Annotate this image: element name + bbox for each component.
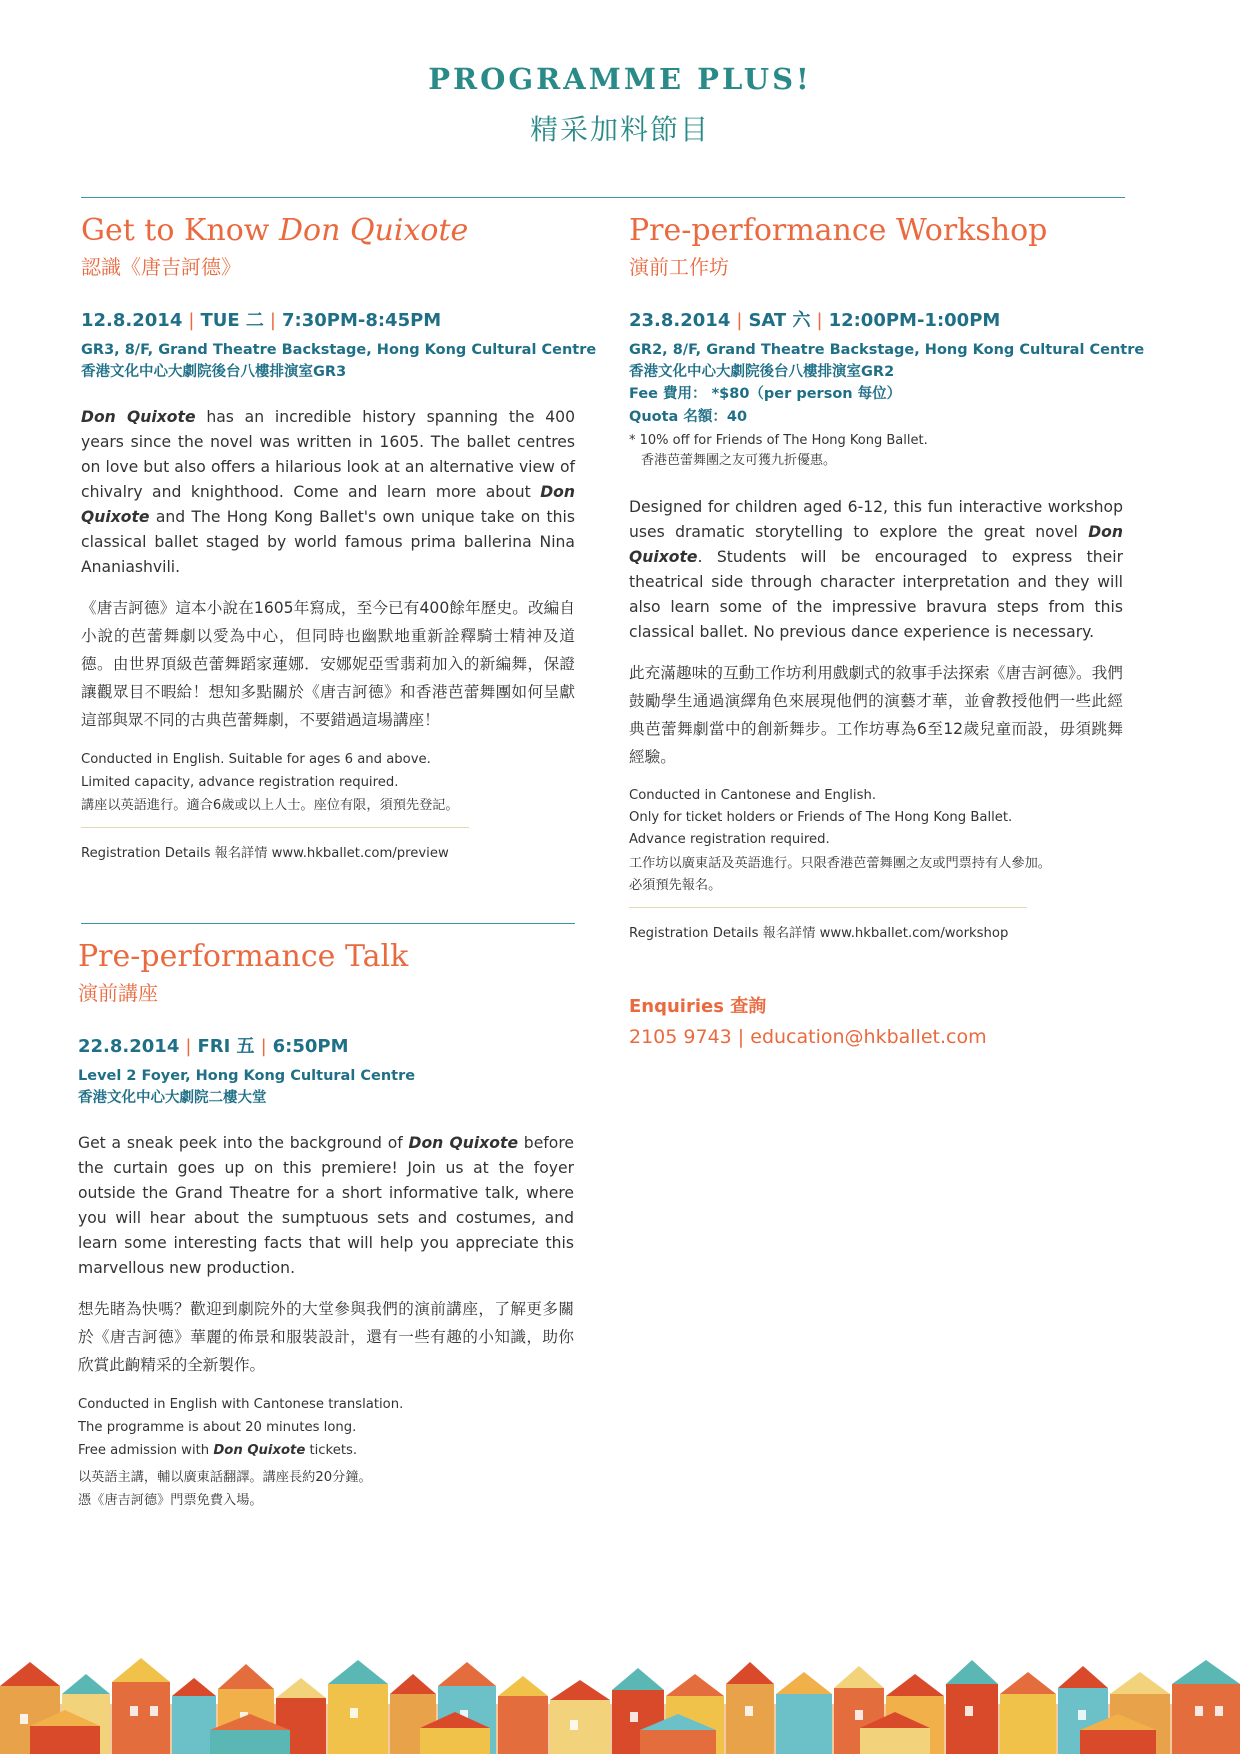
event-dateline: 23.8.2014 | SAT 六 | 12:00PM-1:00PM [629, 310, 1001, 331]
enquiries-block [629, 992, 1123, 1048]
notes: Conducted in Cantonese and English. Only for ticket holders or Friends of The Hong Kong Ballet. Advance registration required. 工作坊以廣東話及英語進行。只限香港芭蕾舞團之友或門票持有人參加。 必須預先報名。 [629, 788, 1051, 893]
description-en: Get a sneak peek into the background of Don Quixote before the curtain goes up on this premiere! Join us at the foyer outside the Grand Theatre for a short informative talk, where you will hear about the sumptuous sets and costumes, and learn some interesting facts that will help you appreciate this marvellous new production. [78, 1134, 574, 1277]
event-dateline: 12.8.2014 | TUE 二 | 7:30PM-8:45PM [81, 310, 442, 331]
venue-zh: 香港文化中心大劇院後台八樓排演室GR3 [81, 364, 347, 380]
enquiries-phone[interactable]: 2105 9743 [629, 1026, 732, 1048]
description-en: Don Quixote has an incredible history spanning the 400 years since the novel was written in 1605. The ballet centres on love but also offers a hilarious look at an alternative view of chivalry and knighthood. Come and learn more about Don Quixote and The Hong Kong Ballet's own unique take on this classical ballet staged by world famous prima ballerina Nina Ananiashvili. [81, 408, 575, 576]
discount-note-zh: 香港芭蕾舞團之友可獲九折優惠。 [641, 453, 837, 468]
discount-note-en: * 10% off for Friends of The Hong Kong Ballet. [629, 433, 928, 448]
top-divider [81, 197, 1125, 198]
house-row-back [0, 1658, 1240, 1754]
get-to-know-section [81, 212, 597, 864]
town-illustration [0, 1634, 1240, 1754]
event-dateline: 22.8.2014 | FRI 五 | 6:50PM [78, 1036, 349, 1057]
venue-en: GR3, 8/F, Grand Theatre Backstage, Hong Kong Cultural Centre [81, 342, 597, 358]
venue-zh: 香港文化中心大劇院二樓大堂 [78, 1090, 267, 1106]
notes-divider [81, 827, 469, 828]
section-title-zh: 演前工作坊 [629, 255, 729, 279]
venue-zh: 香港文化中心大劇院後台八樓排演室GR2 [629, 364, 895, 380]
talk-section [78, 938, 574, 1512]
section-title: Pre-performance Workshop [629, 213, 1048, 248]
page-title-zh: 精采加料節目 [529, 113, 710, 146]
workshop-section [629, 212, 1145, 1048]
programme-header [0, 62, 1240, 148]
enquiries-title: Enquiries 查詢 [629, 996, 767, 1017]
description-zh: 此充滿趣味的互動工作坊利用戲劇式的敘事手法探索《唐吉訶德》。我們鼓勵學生通過演繹角色來展現他們的演藝才華，並會教授他們一些此經典芭蕾舞劇當中的創新舞步。工作坊專為6至12歲兒童而設，毋須跳舞經驗。 [629, 664, 1123, 766]
page-title: PROGRAMME PLUS! [428, 62, 812, 96]
venue-en: GR2, 8/F, Grand Theatre Backstage, Hong Kong Cultural Centre [629, 342, 1145, 358]
fee-line: Fee 費用： *$80（per person 每位） [629, 386, 902, 402]
description-en: Designed for children aged 6-12, this fun interactive workshop uses dramatic storytelling to explore the great novel Don Quixote. Students will be encouraged to express their theatrical side through character interpretation and they will also learn some of the impressive bravura steps from this classical ballet. No previous dance experience is necessary. [629, 498, 1123, 641]
description-zh: 《唐吉訶德》這本小說在1605年寫成，至今已有400餘年歷史。改編自小說的芭蕾舞劇以愛為中心，但同時也幽默地重新詮釋騎士精神及道德。由世界頂級芭蕾舞蹈家蓮娜．安娜妮亞雪翡莉加入的新編舞，保證讓觀眾目不暇給！想知多點關於《唐吉訶德》和香港芭蕾舞團如何呈獻這部與眾不同的古典芭蕾舞劇，不要錯過這場講座！ [81, 599, 575, 729]
enquiries-email[interactable]: education@hkballet.com [750, 1026, 987, 1048]
enquiries-contact: 2105 9743 | education@hkballet.com [629, 1026, 987, 1048]
notes: Conducted in English with Cantonese translation. The programme is about 20 minutes long. Free admission with Don Quixote tickets. 以英語主講，輔以廣東話翻譯。講座長約20分鐘。 憑《唐吉訶德》門票免費入場。 [78, 1397, 404, 1508]
notes-divider [629, 907, 1027, 908]
section-title-zh: 認識《唐吉訶德》 [81, 255, 241, 279]
venue-en: Level 2 Foyer, Hong Kong Cultural Centre [78, 1068, 416, 1084]
section-title: Pre-performance Talk [78, 939, 409, 974]
left-divider [81, 923, 575, 924]
section-title-zh: 演前講座 [78, 981, 158, 1005]
registration-details[interactable]: Registration Details 報名詳情 www.hkballet.com/preview [81, 846, 449, 861]
description-zh: 想先睹為快嗎？歡迎到劇院外的大堂參與我們的演前講座，了解更多關於《唐吉訶德》華麗的佈景和服裝設計，還有一些有趣的小知識，助你欣賞此齣精采的全新製作。 [78, 1300, 574, 1374]
section-title: Get to Know Don Quixote [81, 213, 469, 248]
quota-line: Quota 名額：40 [629, 409, 748, 425]
notes: Conducted in English. Suitable for ages 6 and above. Limited capacity, advance registration required. 講座以英語進行。適合6歲或以上人士。座位有限，須預先登記。 [81, 752, 459, 813]
registration-details[interactable]: Registration Details 報名詳情 www.hkballet.com/workshop [629, 926, 1009, 941]
